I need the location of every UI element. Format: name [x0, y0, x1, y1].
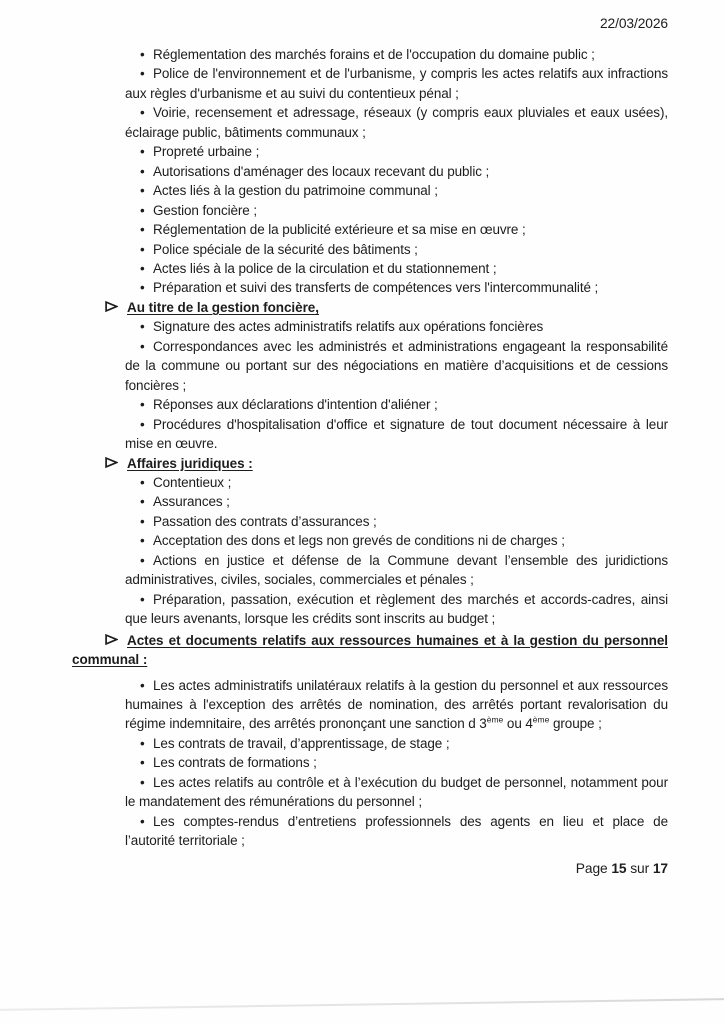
section-heading: [72, 631, 668, 670]
bullet-icon: •: [140, 260, 145, 276]
bullet-item: [72, 753, 668, 772]
arrow-bullet-icon: [105, 298, 127, 317]
bullet-icon: •: [140, 533, 145, 549]
bullet-icon: •: [140, 494, 145, 510]
bullet-item: [72, 278, 668, 297]
bullet-item: [72, 590, 668, 629]
bullet-item: [72, 531, 668, 550]
bullet-icon: •: [140, 735, 145, 751]
bullet-item: [72, 415, 668, 454]
bullet-icon: •: [140, 338, 145, 354]
bullet-item-text: Voirie, recensement et adressage, réseaux (y compris eaux pluviales et eaux usées), éclairage public, bâtiments communaux ;: [125, 105, 668, 140]
bullet-item: [72, 45, 668, 64]
bullet-item-text: Réponses aux déclarations d'intention d'aliéner ;: [153, 397, 438, 413]
bullet-item: [72, 162, 668, 181]
bullet-item-text: Signature des actes administratifs relatifs aux opérations foncières: [153, 319, 544, 335]
bullet-item: [72, 473, 668, 492]
bullet-icon: •: [140, 552, 145, 568]
bullet-item-text: Police spéciale de la sécurité des bâtiments ;: [153, 241, 418, 257]
bullet-icon: •: [140, 47, 145, 62]
section-heading: [72, 298, 668, 317]
bullet-item: [72, 734, 668, 753]
bullet-item-text: Correspondances avec les administrés et administrations engageant la responsabilité de la commune ou portant sur des négociations en matière d’acquisitions et de cessions foncières ;: [125, 338, 668, 393]
bullet-item-text: Contentieux ;: [153, 474, 232, 490]
bullet-item-text: Acceptation des dons et legs non grevés de conditions ni de charges ;: [153, 533, 565, 549]
bullet-item: [72, 142, 668, 161]
page-number-current: 15: [611, 861, 627, 876]
bullet-icon: •: [140, 591, 145, 607]
bullet-item-text: Les comptes-rendus d’entretiens professionnels des agents en lieu et place de l’autorité territoriale ;: [125, 813, 668, 849]
bullet-item-text: Réglementation de la publicité extérieure et sa mise en œuvre ;: [153, 222, 526, 238]
section-heading-label: Affaires juridiques :: [127, 455, 253, 471]
bullet-item-text: Gestion foncière ;: [153, 202, 258, 218]
arrow-bullet-icon: [105, 454, 127, 473]
bullet-item: [72, 337, 668, 395]
bullet-item-text: Les contrats de travail, d’apprentissage, de stage ;: [153, 735, 450, 751]
bullet-item: [72, 492, 668, 511]
bullet-item: [72, 240, 668, 259]
page-number-total: 17: [652, 861, 668, 876]
bullet-item: [72, 812, 668, 851]
bullet-item: [72, 64, 668, 103]
bullet-icon: •: [140, 222, 145, 238]
bullet-item-text: Les actes relatifs au contrôle et à l’exécution du budget de personnel, notamment pour le mandatement des rémunérations du personnel ;: [125, 774, 668, 810]
bullet-item-text: Actes liés à la police de la circulation et du stationnement ;: [153, 260, 497, 276]
scan-artifact-line: [0, 998, 724, 1011]
bullet-icon: •: [140, 163, 145, 179]
bullet-item-text: Les contrats de formations ;: [153, 755, 317, 771]
bullet-item: [72, 512, 668, 531]
page-number-prefix: Page: [575, 861, 608, 876]
bullet-item: [72, 259, 668, 278]
arrow-bullet-icon: [105, 631, 127, 650]
section-heading: [72, 454, 668, 473]
bullet-icon: •: [140, 319, 145, 335]
page-number: [576, 861, 668, 876]
bullet-item-text: Autorisations d'aménager des locaux recevant du public ;: [153, 163, 490, 179]
bullet-item: [72, 676, 668, 734]
bullet-icon: •: [140, 774, 145, 790]
bullet-item: [72, 317, 668, 336]
bullet-icon: •: [140, 755, 145, 771]
bullet-icon: •: [140, 202, 145, 218]
bullet-item-text: Les actes administratifs unilatéraux relatifs à la gestion du personnel et aux ressources humaines à l'exception des arrêtés de nomination, des arrêtés portant revalorisation du régime indemnitaire, des arrêtés prononçant une sanction d 3ème ou 4ème groupe ;: [125, 677, 668, 732]
bullet-item: [72, 103, 668, 142]
bullet-icon: •: [140, 183, 145, 199]
bullet-item: [72, 551, 668, 590]
bullet-item-text: Réglementation des marchés forains et de l'occupation du domaine public ;: [153, 47, 595, 62]
bullet-item: [72, 220, 668, 239]
document-content: [72, 45, 668, 851]
bullet-icon: •: [140, 280, 145, 296]
bullet-item: [72, 181, 668, 200]
bullet-item-text: Police de l'environnement et de l'urbanisme, y compris les actes relatifs aux infractions aux règles d'urbanisme et au suivi du contentieux pénal ;: [125, 66, 668, 101]
bullet-item-text: Préparation, passation, exécution et règlement des marchés et accords-cadres, ainsi que leurs avenants, lorsque les crédits sont inscrits au budget ;: [125, 591, 668, 627]
bullet-icon: •: [140, 813, 145, 829]
bullet-item-text: Procédures d'hospitalisation d'office et signature de tout document nécessaire à leur mise en œuvre.: [125, 416, 668, 452]
bullet-icon: •: [140, 677, 145, 693]
bullet-item: [72, 201, 668, 220]
document-date: 22/03/2026: [599, 16, 668, 31]
bullet-item-text: Préparation et suivi des transferts de compétences vers l'intercommunalité ;: [153, 280, 599, 296]
bullet-icon: •: [140, 416, 145, 432]
bullet-icon: •: [140, 144, 145, 160]
bullet-icon: •: [140, 241, 145, 257]
bullet-item: [72, 773, 668, 812]
section-heading-label: Au titre de la gestion foncière,: [127, 299, 319, 315]
bullet-item-text: Actions en justice et défense de la Commune devant l’ensemble des juridictions administratives, civiles, sociales, commerciales et pénales ;: [125, 552, 668, 588]
bullet-item: [72, 395, 668, 414]
bullet-icon: •: [140, 397, 145, 413]
bullet-icon: •: [140, 474, 145, 490]
bullet-icon: •: [140, 66, 145, 82]
bullet-icon: •: [140, 513, 145, 529]
page-number-separator: sur: [630, 861, 650, 876]
bullet-icon: •: [140, 105, 145, 121]
bullet-item-text: Assurances ;: [153, 494, 230, 510]
bullet-item-text: Actes liés à la gestion du patrimoine communal ;: [153, 183, 438, 199]
bullet-item-text: Propreté urbaine ;: [153, 144, 260, 160]
bullet-item-text: Passation des contrats d’assurances ;: [153, 513, 377, 529]
section-heading-label: Actes et documents relatifs aux ressources humaines et à la gestion du personnel communal :: [72, 632, 668, 668]
